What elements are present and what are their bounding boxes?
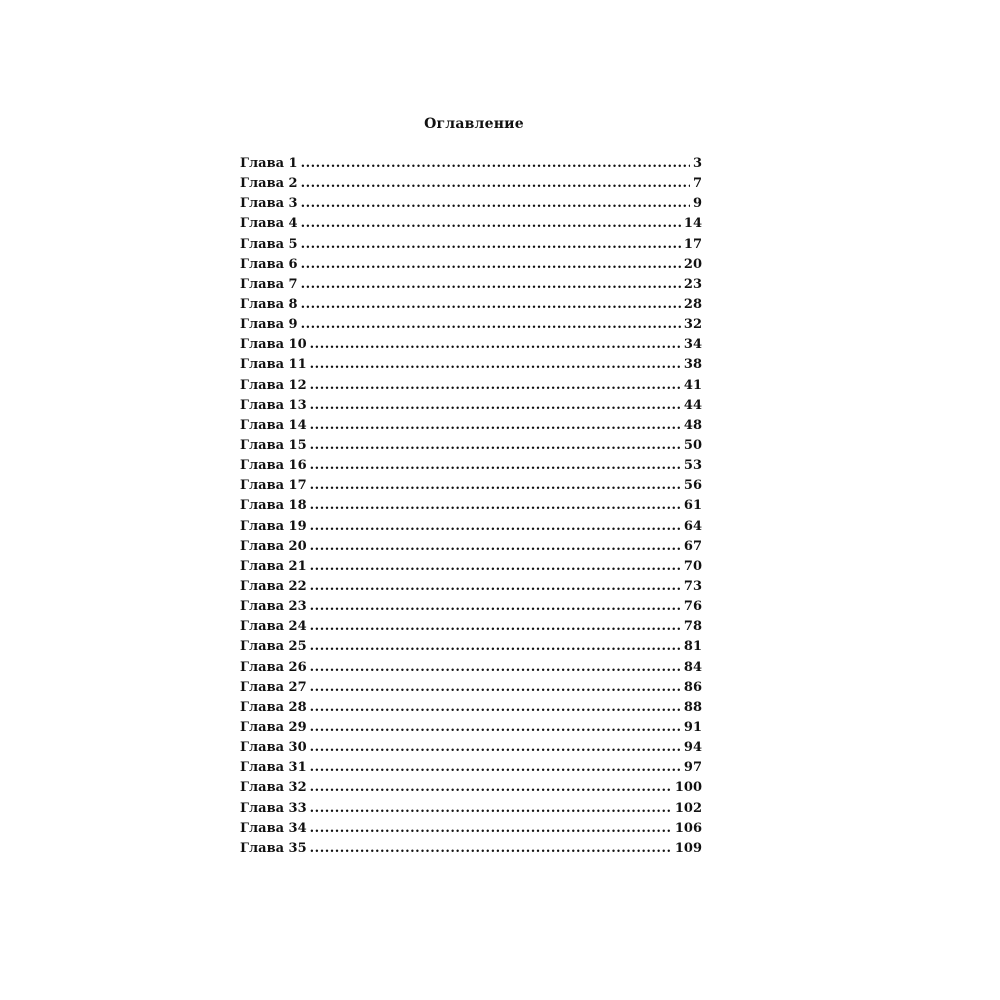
toc-entry bbox=[240, 778, 702, 798]
toc-entry bbox=[240, 537, 702, 557]
toc-dot-leader bbox=[310, 517, 681, 537]
toc-dot-leader bbox=[310, 396, 681, 416]
toc-entry-label: Глава 3 bbox=[240, 196, 298, 212]
toc-entry-label: Глава 12 bbox=[240, 377, 307, 393]
toc-entry-page: 86 bbox=[683, 679, 702, 695]
toc-entry-page: 50 bbox=[683, 437, 702, 453]
toc-entry-label: Глава 19 bbox=[240, 518, 307, 534]
toc-entry bbox=[240, 799, 702, 819]
toc-dot-leader bbox=[310, 637, 681, 657]
toc-entry-page: 23 bbox=[683, 276, 702, 292]
toc-entry-page: 109 bbox=[674, 840, 702, 856]
toc-dot-leader bbox=[310, 476, 681, 496]
toc-entry bbox=[240, 315, 702, 335]
toc-entry bbox=[240, 617, 702, 637]
toc-entry-page: 102 bbox=[674, 800, 702, 816]
toc-entry-label: Глава 27 bbox=[240, 679, 307, 695]
toc-entry bbox=[240, 698, 702, 718]
toc-entry-label: Глава 15 bbox=[240, 437, 307, 453]
toc-dot-leader bbox=[310, 456, 681, 476]
toc-entry bbox=[240, 597, 702, 617]
toc-dot-leader bbox=[301, 174, 690, 194]
toc-entry-label: Глава 24 bbox=[240, 619, 307, 635]
toc-dot-leader bbox=[310, 496, 681, 516]
toc-entry bbox=[240, 355, 702, 375]
toc-dot-leader bbox=[310, 839, 672, 859]
toc-entry bbox=[240, 456, 702, 476]
toc-entry-label: Глава 26 bbox=[240, 659, 307, 675]
toc-entry-page: 34 bbox=[683, 337, 702, 353]
toc-dot-leader bbox=[301, 315, 681, 335]
toc-dot-leader bbox=[310, 577, 681, 597]
toc-entry-page: 17 bbox=[683, 236, 702, 252]
toc-entry-label: Глава 7 bbox=[240, 276, 298, 292]
toc-entry-page: 28 bbox=[683, 296, 702, 312]
toc-entry-page: 38 bbox=[683, 357, 702, 373]
toc-dot-leader bbox=[301, 235, 681, 255]
toc-entry bbox=[240, 758, 702, 778]
toc-entry-label: Глава 4 bbox=[240, 216, 298, 232]
toc-entry bbox=[240, 154, 702, 174]
toc-entry bbox=[240, 214, 702, 234]
toc-entry-label: Глава 30 bbox=[240, 740, 307, 756]
toc-entry-page: 88 bbox=[683, 699, 702, 715]
toc-dot-leader bbox=[301, 154, 690, 174]
toc-entry-label: Глава 35 bbox=[240, 840, 307, 856]
toc-dot-leader bbox=[310, 778, 672, 798]
toc-dot-leader bbox=[310, 376, 681, 396]
toc-entry bbox=[240, 819, 702, 839]
toc-entry-page: 41 bbox=[683, 377, 702, 393]
toc-entry-label: Глава 20 bbox=[240, 538, 307, 554]
toc-dot-leader bbox=[310, 678, 681, 698]
toc-entry-label: Глава 23 bbox=[240, 599, 307, 615]
toc-entry-label: Глава 13 bbox=[240, 397, 307, 413]
toc-dot-leader bbox=[310, 738, 681, 758]
toc-entry bbox=[240, 557, 702, 577]
toc-entry-page: 106 bbox=[674, 820, 702, 836]
toc-entry-label: Глава 5 bbox=[240, 236, 298, 252]
toc-entry-page: 53 bbox=[683, 458, 702, 474]
toc-entry-page: 48 bbox=[683, 417, 702, 433]
toc-entry-label: Глава 8 bbox=[240, 296, 298, 312]
toc-entry-label: Глава 22 bbox=[240, 578, 307, 594]
toc-entry-label: Глава 25 bbox=[240, 639, 307, 655]
toc-entry-page: 94 bbox=[683, 740, 702, 756]
toc-dot-leader bbox=[310, 355, 681, 375]
toc-entry-label: Глава 32 bbox=[240, 780, 307, 796]
toc-entry-label: Глава 11 bbox=[240, 357, 307, 373]
toc-dot-leader bbox=[310, 335, 681, 355]
toc-entry-page: 14 bbox=[683, 216, 702, 232]
toc-entry-label: Глава 9 bbox=[240, 317, 298, 333]
toc-entry-label: Глава 21 bbox=[240, 558, 307, 574]
toc-entry bbox=[240, 436, 702, 456]
toc-entry-label: Глава 14 bbox=[240, 417, 307, 433]
toc-entry-page: 76 bbox=[683, 599, 702, 615]
toc-entry bbox=[240, 839, 702, 859]
toc-entry bbox=[240, 396, 702, 416]
toc-dot-leader bbox=[310, 698, 681, 718]
toc-dot-leader bbox=[310, 819, 672, 839]
toc-title: Оглавление bbox=[424, 116, 524, 132]
toc-entry-label: Глава 34 bbox=[240, 820, 307, 836]
toc-entry bbox=[240, 255, 702, 275]
toc-dot-leader bbox=[301, 255, 681, 275]
toc-entry-page: 7 bbox=[692, 176, 702, 192]
toc-entry-page: 61 bbox=[683, 498, 702, 514]
toc-entry bbox=[240, 658, 702, 678]
toc-entry-label: Глава 29 bbox=[240, 719, 307, 735]
toc-list bbox=[240, 154, 702, 859]
toc-entry-label: Глава 33 bbox=[240, 800, 307, 816]
toc-entry-label: Глава 1 bbox=[240, 156, 298, 171]
toc-entry-page: 64 bbox=[683, 518, 702, 534]
toc-entry-label: Глава 17 bbox=[240, 478, 307, 494]
toc-entry-page: 56 bbox=[683, 478, 702, 494]
toc-dot-leader bbox=[310, 718, 681, 738]
toc-dot-leader bbox=[301, 194, 690, 214]
toc-entry bbox=[240, 577, 702, 597]
toc-entry-label: Глава 6 bbox=[240, 256, 298, 272]
toc-entry-page: 97 bbox=[683, 760, 702, 776]
toc-entry-label: Глава 16 bbox=[240, 458, 307, 474]
toc-entry-page: 81 bbox=[683, 639, 702, 655]
toc-entry-page: 20 bbox=[683, 256, 702, 272]
toc-entry bbox=[240, 678, 702, 698]
toc-entry bbox=[240, 275, 702, 295]
toc-entry bbox=[240, 637, 702, 657]
toc-entry-page: 73 bbox=[683, 578, 702, 594]
toc-dot-leader bbox=[310, 617, 681, 637]
toc-entry-page: 44 bbox=[683, 397, 702, 413]
toc-dot-leader bbox=[310, 416, 681, 436]
toc-dot-leader bbox=[310, 557, 681, 577]
toc-dot-leader bbox=[310, 537, 681, 557]
toc-entry bbox=[240, 718, 702, 738]
toc-dot-leader bbox=[310, 436, 681, 456]
toc-entry-page: 32 bbox=[683, 317, 702, 333]
toc-dot-leader bbox=[301, 275, 681, 295]
toc-entry bbox=[240, 738, 702, 758]
toc-dot-leader bbox=[310, 758, 681, 778]
toc-entry bbox=[240, 335, 702, 355]
toc-entry-page: 3 bbox=[692, 156, 702, 171]
toc-entry-label: Глава 18 bbox=[240, 498, 307, 514]
toc-entry-page: 84 bbox=[683, 659, 702, 675]
toc-dot-leader bbox=[310, 597, 681, 617]
toc-entry bbox=[240, 476, 702, 496]
toc-dot-leader bbox=[310, 658, 681, 678]
toc-dot-leader bbox=[301, 214, 681, 234]
toc-entry-page: 67 bbox=[683, 538, 702, 554]
toc-entry bbox=[240, 194, 702, 214]
toc-entry bbox=[240, 174, 702, 194]
toc-entry bbox=[240, 416, 702, 436]
toc-entry-label: Глава 28 bbox=[240, 699, 307, 715]
toc-entry-page: 91 bbox=[683, 719, 702, 735]
toc-entry-label: Глава 31 bbox=[240, 760, 307, 776]
toc-entry-page: 100 bbox=[674, 780, 702, 796]
toc-entry-page: 78 bbox=[683, 619, 702, 635]
toc-entry bbox=[240, 496, 702, 516]
toc-entry-page: 70 bbox=[683, 558, 702, 574]
toc-entry bbox=[240, 295, 702, 315]
toc-entry-page: 9 bbox=[692, 196, 702, 212]
toc-entry-label: Глава 10 bbox=[240, 337, 307, 353]
toc-entry bbox=[240, 235, 702, 255]
toc-entry bbox=[240, 376, 702, 396]
toc-dot-leader bbox=[301, 295, 681, 315]
toc-entry-label: Глава 2 bbox=[240, 176, 298, 192]
toc-entry bbox=[240, 517, 702, 537]
toc-dot-leader bbox=[310, 799, 672, 819]
